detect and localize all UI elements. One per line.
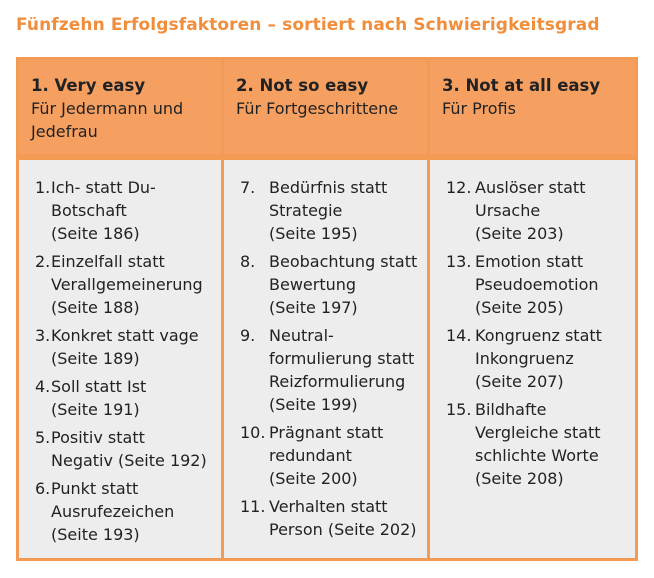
factor-item	[19, 324, 221, 370]
column-header-not-at-all-easy	[430, 60, 635, 154]
factor-text-line: Ich- statt Du-	[51, 178, 156, 197]
column-title: 1. Very easy	[31, 76, 146, 95]
factor-list	[430, 176, 635, 490]
factor-text-line: Punkt statt	[51, 479, 139, 498]
factor-text-line: Pseudoemotion	[475, 275, 599, 294]
factor-list	[224, 176, 427, 541]
factor-text-line: (Seite 188)	[51, 298, 140, 317]
factor-text-line: Reizformulierung	[269, 372, 406, 391]
factor-item	[19, 375, 221, 421]
factor-text-line: (Seite 208)	[475, 469, 564, 488]
column-body-not-so-easy	[224, 160, 427, 558]
factor-text-line: Inkongruenz	[475, 349, 574, 368]
factor-item	[19, 250, 221, 319]
factor-text-line: (Seite 205)	[475, 298, 564, 317]
factor-text-line: (Seite 207)	[475, 372, 564, 391]
factor-number: 10.	[240, 423, 266, 442]
factor-text-line: Bewertung	[269, 275, 357, 294]
factor-text	[475, 324, 635, 393]
success-factors-table	[16, 57, 638, 561]
factor-text-line: Vergleiche statt	[475, 423, 601, 442]
factor-number: 2.	[35, 252, 51, 271]
factor-number: 14.	[446, 326, 472, 345]
factor-text-line: Emotion statt	[475, 252, 584, 271]
factor-number: 9.	[240, 326, 256, 345]
factor-item	[224, 176, 427, 245]
factor-text-line: Ursache	[475, 201, 541, 220]
factor-item	[224, 250, 427, 319]
factor-number: 11.	[240, 497, 266, 516]
factor-item	[430, 176, 635, 245]
factor-text-line: formulierung statt	[269, 349, 415, 368]
factor-number: 5.	[35, 428, 51, 447]
factor-number: 6.	[35, 479, 51, 498]
factor-text-line: Beobachtung statt	[269, 252, 418, 271]
column-subtitle-line: Jedefrau	[31, 122, 98, 141]
factor-text	[269, 176, 427, 245]
factor-text	[269, 495, 427, 541]
factor-text	[51, 250, 221, 319]
factor-list	[19, 176, 221, 546]
column-body-very-easy	[19, 160, 221, 558]
column-header-very-easy	[19, 60, 221, 154]
factor-text-line: redundant	[269, 446, 352, 465]
factor-text-line: Einzelfall statt	[51, 252, 165, 271]
factor-text-line: Konkret statt vage	[51, 326, 199, 345]
factor-text-line: (Seite 191)	[51, 400, 140, 419]
factor-text-line: schlichte Worte	[475, 446, 599, 465]
factor-text	[475, 176, 635, 245]
factor-item	[19, 426, 221, 472]
factor-text-line: Auslöser statt	[475, 178, 586, 197]
factor-text-line: Soll statt Ist	[51, 377, 147, 396]
column-subtitle	[442, 97, 635, 120]
factor-text	[51, 375, 221, 421]
factor-number: 12.	[446, 178, 472, 197]
factor-number: 3.	[35, 326, 51, 345]
factor-text	[51, 176, 221, 245]
factor-number: 4.	[35, 377, 51, 396]
factor-text-line: Botschaft	[51, 201, 127, 220]
factor-text-line: Neutral-	[269, 326, 334, 345]
factor-text-line: Ausrufezeichen	[51, 502, 175, 521]
factor-text-line: Bildhafte	[475, 400, 547, 419]
factor-text	[51, 426, 221, 472]
factor-item	[430, 398, 635, 490]
factor-text-line: Strategie	[269, 201, 343, 220]
factor-number: 1.	[35, 178, 51, 197]
factor-item	[19, 477, 221, 546]
factor-text-line: Kongruenz statt	[475, 326, 602, 345]
factor-text	[475, 250, 635, 319]
factor-item	[19, 176, 221, 245]
factor-text	[51, 477, 221, 546]
factor-text-line: Positiv statt	[51, 428, 145, 447]
factor-item	[224, 421, 427, 490]
factor-text	[475, 398, 635, 490]
column-subtitle	[236, 97, 427, 120]
factor-text-line: Verallgemeinerung	[51, 275, 203, 294]
factor-text-line: (Seite 193)	[51, 525, 140, 544]
factor-text-line: (Seite 195)	[269, 224, 358, 243]
factor-text	[269, 250, 427, 319]
factor-text-line: (Seite 197)	[269, 298, 358, 317]
factor-text	[51, 324, 221, 370]
factor-number: 8.	[240, 252, 256, 271]
factor-number: 15.	[446, 400, 472, 419]
column-subtitle-line: Für Jedermann und	[31, 99, 184, 118]
column-subtitle-line: Für Profis	[442, 99, 516, 118]
factor-text-line: (Seite 189)	[51, 349, 140, 368]
factor-number: 7.	[240, 178, 256, 197]
factor-number: 13.	[446, 252, 472, 271]
factor-text-line: (Seite 203)	[475, 224, 564, 243]
factor-text	[269, 421, 427, 490]
factor-item	[224, 495, 427, 541]
column-header-not-so-easy	[224, 60, 427, 154]
column-title: 3. Not at all easy	[442, 76, 601, 95]
column-body-not-at-all-easy	[430, 160, 635, 558]
column-subtitle-line: Für Fortgeschrittene	[236, 99, 399, 118]
factor-text	[269, 324, 427, 416]
factor-text-line: Prägnant statt	[269, 423, 384, 442]
factor-text-line: (Seite 200)	[269, 469, 358, 488]
factor-item	[430, 324, 635, 393]
document-title: Fünfzehn Erfolgsfaktoren – sortiert nach Schwierigkeitsgrad	[16, 15, 600, 35]
factor-text-line: Negativ (Seite 192)	[51, 451, 207, 470]
factor-text-line: Bedürfnis statt	[269, 178, 388, 197]
factor-item	[430, 250, 635, 319]
column-subtitle	[31, 97, 221, 143]
factor-text-line: Person (Seite 202)	[269, 520, 417, 539]
factor-item	[224, 324, 427, 416]
column-title: 2. Not so easy	[236, 76, 369, 95]
factor-text-line: (Seite 199)	[269, 395, 358, 414]
factor-text-line: Verhalten statt	[269, 497, 388, 516]
factor-text-line: (Seite 186)	[51, 224, 140, 243]
